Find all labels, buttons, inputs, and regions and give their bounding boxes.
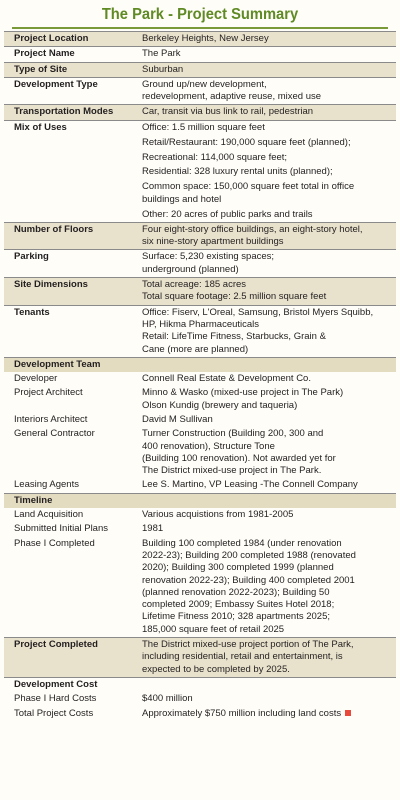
label: Project Architect xyxy=(14,387,83,399)
line: Ground up/new development, xyxy=(142,78,267,90)
value xyxy=(136,386,396,413)
row-phase-i-completed xyxy=(4,537,396,638)
line: The District mixed-use project portion of The Park, xyxy=(142,639,354,651)
line: 2022-23); Building 200 completed 1988 (renovated xyxy=(142,549,356,561)
row-phase-i-hard-costs xyxy=(4,692,396,706)
value: Lee S. Martino, VP Leasing -The Connell Company xyxy=(142,479,358,491)
value xyxy=(136,222,396,250)
end-mark-icon xyxy=(345,710,351,716)
label: Total Project Costs xyxy=(14,707,94,719)
line: Turner Construction (Building 200, 300 and xyxy=(142,428,324,440)
line: Retail: LifeTime Fitness, Starbucks, Grain & xyxy=(142,331,326,343)
label: Submitted Initial Plans xyxy=(14,523,108,535)
row-mix-of-uses xyxy=(4,120,396,222)
section-heading: Development Team xyxy=(4,357,396,372)
line: 400 renovation), Structure Tone xyxy=(142,440,275,452)
label: Type of Site xyxy=(4,62,136,77)
title-rule xyxy=(12,27,388,29)
line: Four eight-story office buildings, an eight-story hotel, xyxy=(142,223,363,235)
value xyxy=(136,77,396,105)
label: Tenants xyxy=(4,305,136,357)
row-site-dimensions xyxy=(4,278,396,306)
row-project-location xyxy=(4,32,396,47)
summary-table xyxy=(4,31,396,721)
label: Site Dimensions xyxy=(4,278,136,306)
row-project-completed xyxy=(4,638,396,678)
row-leasing-agents xyxy=(4,478,396,493)
line: 185,000 square feet of retail 2025 xyxy=(142,623,285,635)
row-parking xyxy=(4,250,396,278)
line: Total square footage: 2.5 million square feet xyxy=(142,291,327,303)
line: (planned renovation 2022-2023); Building 50 xyxy=(142,586,330,598)
line: Minno & Wasko (mixed-use project in The Park) xyxy=(142,387,344,399)
line: 2020); Building 300 completed 1999 (planned xyxy=(142,562,334,574)
use-item: Retail/Restaurant: 190,000 square feet (planned); xyxy=(142,136,351,148)
label: Project Name xyxy=(4,47,136,62)
section-development-cost xyxy=(4,677,396,692)
row-transportation-modes xyxy=(4,105,396,120)
label: Development Type xyxy=(4,77,136,105)
line: Total acreage: 185 acres xyxy=(142,279,247,291)
value: Various acquistions from 1981-2005 xyxy=(142,509,294,521)
row-tenants xyxy=(4,305,396,357)
row-number-of-floors xyxy=(4,222,396,250)
section-heading: Development Cost xyxy=(4,677,396,692)
value: Connell Real Estate & Development Co. xyxy=(142,373,311,385)
value: David M Sullivan xyxy=(142,413,213,425)
value xyxy=(136,120,396,222)
label: Parking xyxy=(4,250,136,278)
total-cost-text: Approximately $750 million including land costs xyxy=(142,707,342,719)
row-submitted-initial-plans xyxy=(4,522,396,536)
use-item: Recreational: 114,000 square feet; xyxy=(142,151,288,163)
line: underground (planned) xyxy=(142,263,239,275)
line: Cane (more are planned) xyxy=(142,343,249,355)
value xyxy=(136,278,396,306)
value xyxy=(136,537,396,638)
line: Building 100 completed 1984 (under renovation xyxy=(142,537,342,549)
label: Project Completed xyxy=(4,638,136,678)
value xyxy=(136,427,396,478)
line: redevelopment, adaptive reuse, mixed use xyxy=(142,91,322,103)
value xyxy=(136,638,396,678)
line: (Building 100 renovation). Not awarded yet for xyxy=(142,452,336,464)
value: Car, transit via bus link to rail, pedestrian xyxy=(136,105,396,120)
row-interiors-architect xyxy=(4,413,396,427)
value: Suburban xyxy=(136,62,396,77)
line: Surface: 5,230 existing spaces; xyxy=(142,251,275,263)
row-developer xyxy=(4,372,396,386)
line: Olson Kundig (brewery and taqueria) xyxy=(142,399,298,411)
line: The District mixed-use project in The Park. xyxy=(142,465,322,477)
value xyxy=(136,250,396,278)
line: Office: Fiserv, L'Oreal, Samsung, Bristol Myers Squibb, xyxy=(142,306,374,318)
line: expected to be completed by 2025. xyxy=(142,663,290,675)
label: Phase I Hard Costs xyxy=(14,693,97,705)
label: General Contractor xyxy=(14,428,95,440)
line: completed 2009; Embassy Suites Hotel 2018; xyxy=(142,599,335,611)
section-timeline xyxy=(4,493,396,508)
value: The Park xyxy=(136,47,396,62)
value xyxy=(136,707,396,721)
label: Transportation Modes xyxy=(4,105,136,120)
value xyxy=(136,305,396,357)
row-land-acquisition xyxy=(4,508,396,522)
label: Phase I Completed xyxy=(14,537,95,549)
label: Mix of Uses xyxy=(4,120,136,222)
label: Interiors Architect xyxy=(14,413,88,425)
row-general-contractor xyxy=(4,427,396,478)
page-title: The Park - Project Summary xyxy=(101,6,299,23)
line: including residential, retail and entertainment, is xyxy=(142,651,343,663)
row-project-architect xyxy=(4,386,396,413)
use-item: Other: 20 acres of public parks and trails xyxy=(142,208,313,220)
use-item: Office: 1.5 million square feet xyxy=(142,121,265,133)
section-development-team xyxy=(4,357,396,372)
value: 1981 xyxy=(142,523,164,535)
use-item: Residential: 328 luxury rental units (planned); xyxy=(142,166,333,178)
line: six nine-story apartment buildings xyxy=(142,236,284,248)
label: Number of Floors xyxy=(4,222,136,250)
use-item: Common space: 150,000 square feet total in office buildings and hotel xyxy=(142,181,355,205)
line: HP, Hikma Pharmaceuticals xyxy=(142,318,260,330)
row-type-of-site xyxy=(4,62,396,77)
row-total-project-costs xyxy=(4,707,396,721)
row-development-type xyxy=(4,77,396,105)
label: Project Location xyxy=(4,32,136,47)
value: $400 million xyxy=(142,693,193,705)
section-heading: Timeline xyxy=(4,493,396,508)
line: Lifetime Fitness 2010; 328 apartments 2025; xyxy=(142,611,331,623)
label: Leasing Agents xyxy=(14,479,79,491)
line: renovation 2022-23); Building 400 completed 2001 xyxy=(142,574,355,586)
row-project-name xyxy=(4,47,396,62)
label: Developer xyxy=(14,373,58,385)
value: Berkeley Heights, New Jersey xyxy=(136,32,396,47)
label: Land Acquisition xyxy=(14,509,84,521)
